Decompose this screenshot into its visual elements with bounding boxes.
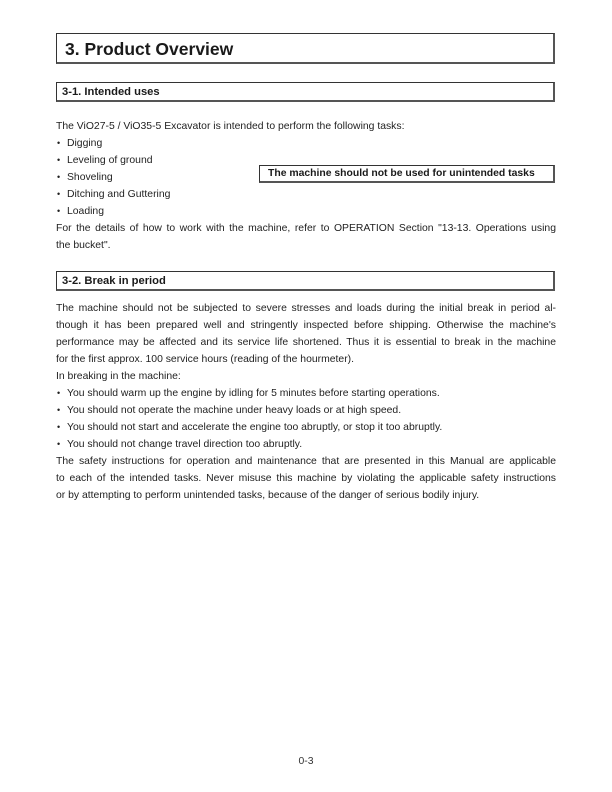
task-item: • Loading — [56, 203, 556, 220]
paragraph-line: for the first approx. 100 service hours (reading of the hourmeter). — [56, 354, 355, 365]
rule-item: • You should not change travel direction too abruptly. — [56, 436, 556, 453]
closing-line: The safety instructions for operation and maintenance that are presented in this Manual are applicable — [56, 456, 556, 467]
reference-line: For the details of how to work with the machine, refer to OPERATION Section "13-13. Operations using — [56, 223, 556, 234]
page-number: 0-3 — [298, 756, 314, 767]
closing-line: to each of the intended tasks. Never misuse this machine by violating the applicable safety instructions — [56, 473, 556, 484]
paragraph-line: The machine should not be subjected to severe stresses and loads during the initial break in period al- — [56, 303, 556, 314]
rule-item: • You should not operate the machine under heavy loads or at high speed. — [56, 402, 556, 419]
task-item: • Digging — [56, 135, 556, 152]
section-title-intended-uses: 3-1. Intended uses — [56, 82, 555, 102]
chapter-title: 3. Product Overview — [56, 33, 555, 64]
task-item: • Ditching and Guttering — [56, 186, 556, 203]
section-title-break-in-period: 3-2. Break in period — [56, 271, 555, 291]
break-in-body — [56, 300, 556, 504]
reference-line: the bucket". — [56, 240, 111, 251]
rule-item: • You should not start and accelerate the engine too abruptly, or stop it too abruptly. — [56, 419, 556, 436]
task-item: • Leveling of ground — [56, 152, 556, 169]
task-item: • Shoveling — [56, 169, 556, 186]
rule-item: • You should warm up the engine by idling for 5 minutes before starting operations. — [56, 385, 556, 402]
warning-callout: The machine should not be used for unintended tasks — [259, 165, 555, 183]
paragraph-line: performance may be affected and its service life shortened. Thus it is essential to break in the machine — [56, 337, 556, 348]
intended-uses-body — [56, 118, 556, 254]
closing-line: or by attempting to perform unintended tasks, because of the danger of serious bodily injury. — [56, 490, 480, 501]
list-intro: In breaking in the machine: — [56, 371, 181, 382]
paragraph-line: though it has been prepared well and stringently inspected before shipping. Otherwise the machine's — [56, 320, 556, 331]
intended-uses-intro: The ViO27-5 / ViO35-5 Excavator is intended to perform the following tasks: — [56, 121, 405, 132]
